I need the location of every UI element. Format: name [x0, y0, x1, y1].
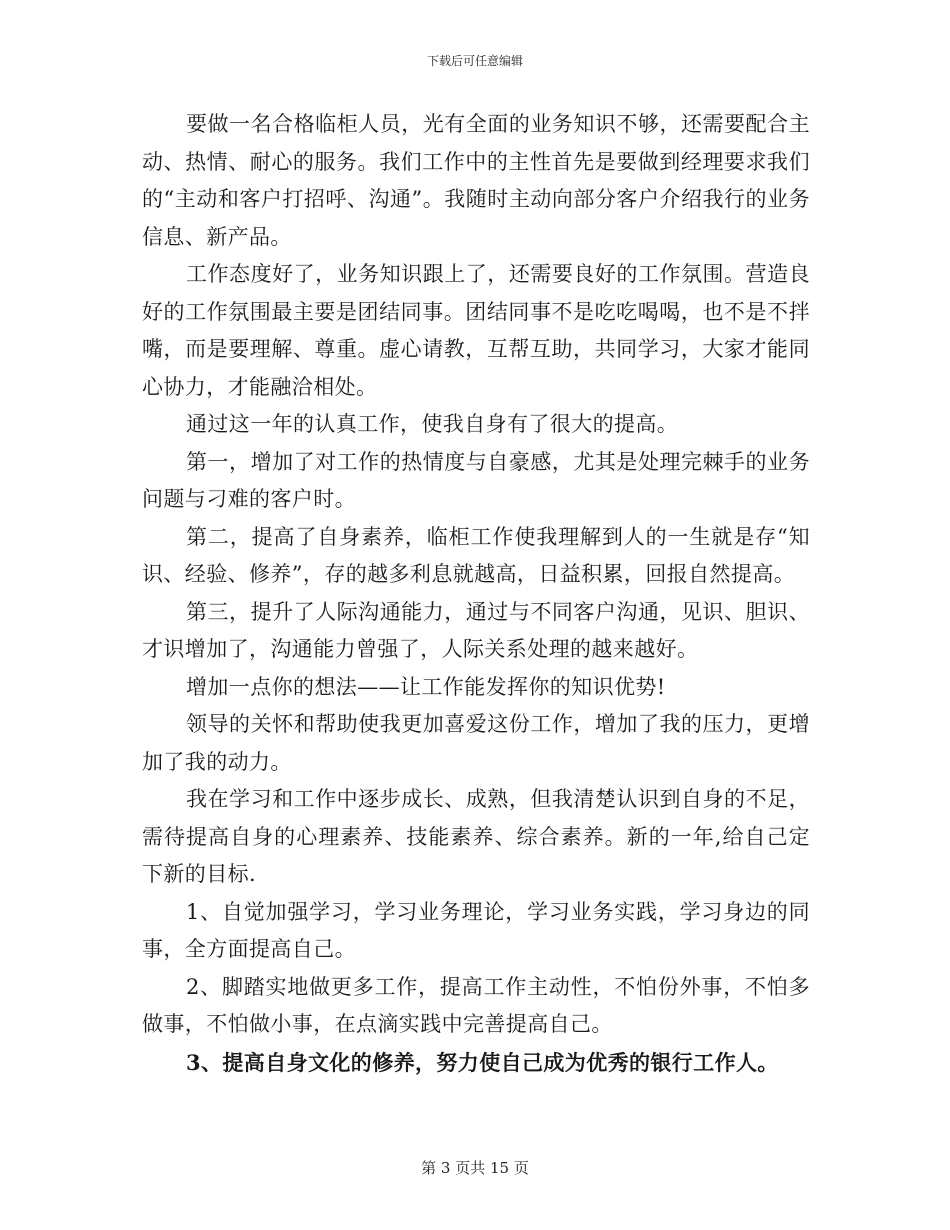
document-body: [142, 106, 810, 1081]
paragraph-growth: 我在学习和工作中逐步成长、成熟，但我清楚认识到自身的不足，需待提高自身的心理素养、技能素养、综合素养。新的一年,给自己定下新的目标.: [142, 787, 810, 886]
goal-item-1: 1、自觉加强学习，学习业务理论，学习业务实践，学习身边的同事，全方面提高自己。: [142, 899, 810, 961]
page-footer: 第 3 页共 15 页: [421, 1159, 529, 1177]
paragraph-service: 要做一名合格临柜人员，光有全面的业务知识不够，还需要配合主动、热情、耐心的服务。我们工作中的主性首先是要做到经理要求我们的“主动和客户打招呼、沟通”。我随时主动向部分客户介绍我行的业务信息、新产品。: [142, 112, 810, 249]
paragraph-atmosphere: 工作态度好了，业务知识跟上了，还需要良好的工作氛围。营造良好的工作氛围最主要是团结同事。团结同事不是吃吃喝喝，也不是不拌嘴，而是要理解、尊重。虚心请教，互帮互助，共同学习，大家才能同心协力，才能融洽相处。: [142, 262, 810, 399]
paragraph-idea: 增加一点你的想法——让工作能发挥你的知识优势!: [186, 674, 666, 699]
page-header: 下载后可任意编辑: [426, 54, 523, 68]
paragraph-improvement: 通过这一年的认真工作，使我自身有了很大的提高。: [186, 412, 679, 436]
paragraph-third: 第三，提升了人际沟通能力，通过与不同客户沟通，见识、胆识、才识增加了，沟通能力曾强了，人际关系处理的越来越好。: [142, 599, 810, 661]
goal-item-3: 3、提高自身文化的修养，努力使自己成为优秀的银行工作人。: [186, 1049, 779, 1075]
paragraph-second: 第二，提高了自身素养，临柜工作使我理解到人的一生就是存“知识、经验、修养”，存的越多利息就越高，日益积累，回报自然提高。: [142, 524, 810, 586]
paragraph-first: 第一，增加了对工作的热情度与自豪感，尤其是处理完棘手的业务问题与刁难的客户时。: [142, 449, 810, 511]
paragraph-leadership: 领导的关怀和帮助使我更加喜爱这份工作，增加了我的压力，更增加了我的动力。: [142, 712, 810, 774]
goal-item-2: 2、脚踏实地做更多工作，提高工作主动性，不怕份外事，不怕多做事，不怕做小事，在点滴实践中完善提高自己。: [142, 974, 810, 1036]
